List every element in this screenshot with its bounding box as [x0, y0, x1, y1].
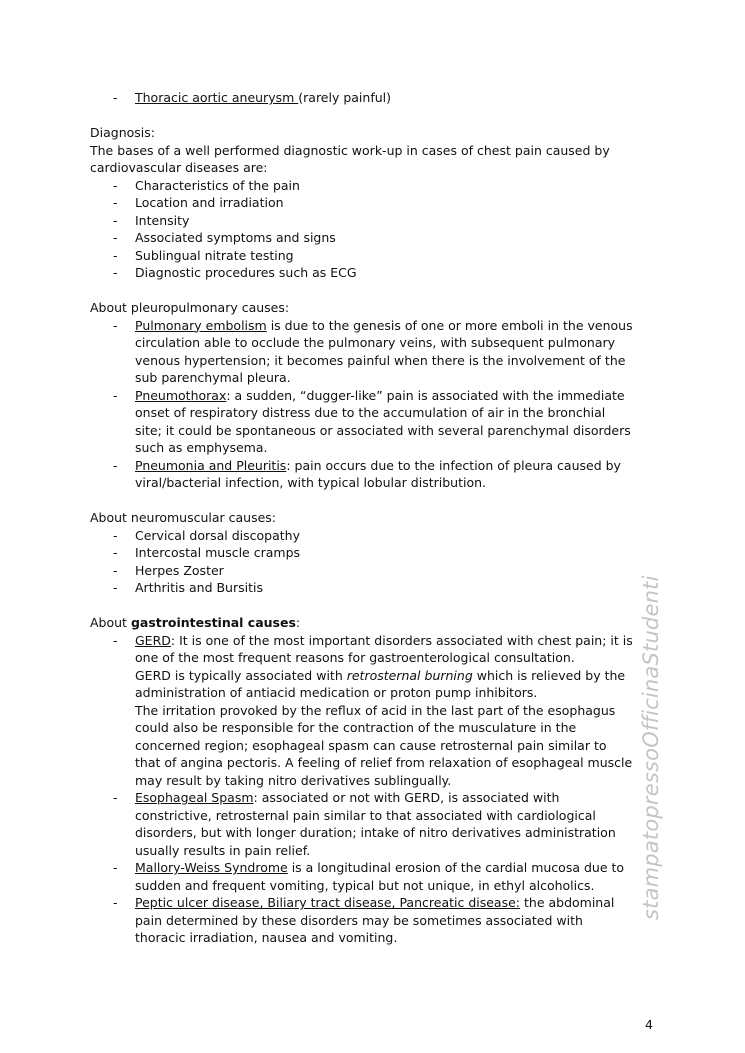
item-text: Herpes Zoster: [135, 562, 224, 578]
list-item: [90, 527, 635, 545]
list-bullet: -: [113, 212, 118, 228]
item-text: Associated symptoms and signs: [135, 230, 336, 245]
term-pulmonary-embolism: Pulmonary embolism: [135, 317, 267, 333]
item-text: GERD is typically associated with: [135, 667, 347, 683]
list-bullet: -: [113, 230, 118, 245]
list-item: [90, 789, 635, 859]
list-item: [90, 212, 635, 230]
item-text: Cervical dorsal discopathy: [135, 527, 301, 543]
list-item: [90, 894, 635, 947]
list-bullet: -: [113, 387, 118, 403]
item-text: Intercostal muscle cramps: [135, 545, 301, 560]
list-bullet: -: [113, 177, 118, 193]
term-mallory-weiss: Mallory-Weiss Syndrome: [135, 860, 288, 875]
gerd-paragraph-3: The irritation provoked by the reflux of acid in the last part of the esophagus could also be responsible for the contraction of the musculature in the concerned region; esophageal spasm can cause retrosternal pain similar to that of angina pectoris. A feeling of relief from relaxation of esophageal muscle may result by taking nitro derivatives sublingually.: [135, 702, 633, 788]
item-text: : It is one of the most important disorders associated with chest pain; it is one of the most frequent reasons for gastroenterological consultation.: [135, 632, 633, 665]
list-bullet: -: [113, 527, 118, 543]
list-bullet: -: [113, 247, 118, 263]
diagnosis-list: [90, 177, 635, 282]
list-bullet: -: [113, 265, 118, 280]
item-text: which is relieved by the administration of antiacid medication or proton pump inhibitors.: [135, 667, 626, 700]
list-bullet: -: [113, 895, 118, 910]
list-bullet: -: [113, 632, 118, 648]
list-bullet: -: [113, 580, 118, 595]
list-item: [90, 194, 635, 212]
gerd-paragraph-1: [135, 632, 635, 667]
item-text: the abdominal pain determined by these disorders may be sometimes associated with thoracic irradiation, nausea and vomiting.: [135, 895, 615, 945]
top-list: [90, 89, 635, 107]
heading-prefix: About: [90, 615, 131, 630]
list-item: [90, 229, 635, 247]
item-text: (rarely painful): [298, 90, 392, 105]
term-pneumonia-pleuritis: Pneumonia and Pleuritis: [135, 457, 287, 473]
gastrointestinal-heading: [90, 614, 635, 632]
item-text: Characteristics of the pain: [135, 177, 300, 193]
item-text: Sublingual nitrate testing: [135, 247, 294, 263]
term-peptic-biliary-pancreatic: Peptic ulcer disease, Biliary tract disease, Pancreatic disease:: [135, 895, 521, 910]
item-text: Intensity: [135, 212, 190, 228]
item-text: Location and irradiation: [135, 195, 284, 210]
heading-suffix: :: [295, 615, 301, 630]
term-thoracic-aortic-aneurysm: Thoracic aortic aneurysm: [135, 90, 299, 105]
item-text: is due to the genesis of one or more emboli in the venous circulation able to occlude the pulmonary veins, with subsequent pulmonary venous hypertension; it becomes painful when there is the involvement of the sub parenchymal pleura.: [135, 317, 633, 385]
document-body: [90, 89, 635, 947]
list-item: [90, 317, 635, 387]
term-pneumothorax: Pneumothorax: [135, 387, 227, 403]
gastrointestinal-list: [90, 632, 635, 947]
list-item: [90, 264, 635, 282]
list-item: [90, 89, 635, 107]
term-esophageal-spasm: Esophageal Spasm: [135, 790, 254, 805]
diagnosis-heading: Diagnosis:: [90, 125, 155, 140]
item-text: : a sudden, “dugger-like” pain is associated with the immediate onset of respiratory distress due to the accumulation of air in the bronchial site; it could be spontaneous or associated with several parenchymal disorders such as emphysema.: [135, 387, 631, 455]
list-item: [90, 387, 635, 457]
diagnosis-intro: The bases of a well performed diagnostic work-up in cases of chest pain caused by cardiovascular diseases are:: [90, 142, 610, 175]
neuromuscular-heading: About neuromuscular causes:: [90, 510, 277, 525]
list-item: [90, 859, 635, 894]
item-text: Diagnostic procedures such as ECG: [135, 265, 357, 280]
list-bullet: -: [113, 790, 118, 805]
list-bullet: -: [113, 195, 118, 210]
list-item: [90, 177, 635, 195]
list-bullet: -: [113, 860, 118, 875]
list-item: [90, 247, 635, 265]
italic-retrosternal-burning: retrosternal burning: [346, 667, 473, 683]
list-bullet: -: [113, 457, 118, 473]
pleuropulmonary-heading: About pleuropulmonary causes:: [90, 300, 290, 315]
item-text: : associated or not with GERD, is associated with constrictive, retrosternal pain similar to that associated with cardiological disorders, but with longer duration; intake of nitro derivatives administration usually results in pain relief.: [135, 790, 616, 858]
list-bullet: -: [113, 90, 118, 105]
watermark: stampatopressoOfficinaStudenti: [639, 575, 663, 920]
list-item: [90, 579, 635, 597]
list-bullet: -: [113, 545, 118, 560]
list-item: [90, 544, 635, 562]
list-item: [90, 457, 635, 492]
item-text: : pain occurs due to the infection of pleura caused by viral/bacterial infection, with typical lobular distribution.: [135, 457, 621, 490]
gerd-paragraph-2: [135, 667, 635, 702]
list-bullet: -: [113, 562, 118, 578]
list-item: [90, 562, 635, 580]
heading-bold: gastrointestinal causes: [130, 615, 296, 630]
neuromuscular-list: [90, 527, 635, 597]
list-bullet: -: [113, 317, 118, 333]
pleuropulmonary-list: [90, 317, 635, 492]
term-gerd: GERD: [135, 632, 171, 648]
item-text: is a longitudinal erosion of the cardial mucosa due to sudden and frequent vomiting, typical but not unique, in ethyl alcoholics.: [135, 860, 625, 893]
item-text: Arthritis and Bursitis: [135, 580, 263, 595]
page-number: 4: [645, 1017, 653, 1032]
list-item: [90, 632, 635, 790]
